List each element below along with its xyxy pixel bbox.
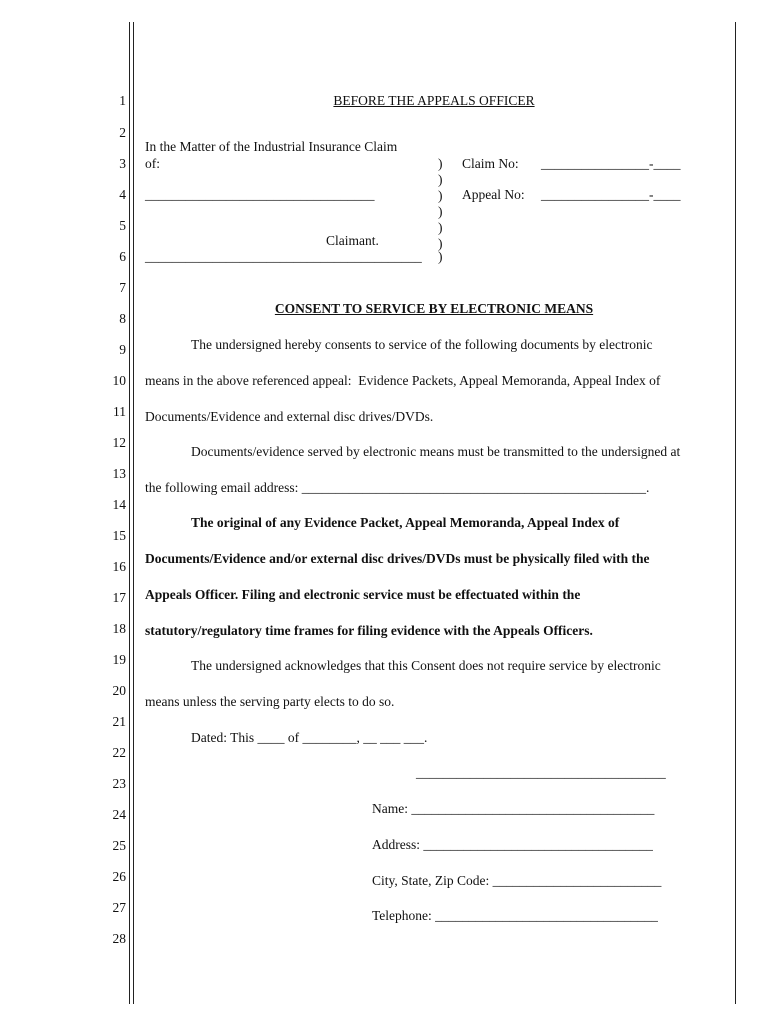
paragraph-3-line-1: The original of any Evidence Packet, Appeal Memoranda, Appeal Index of [191, 515, 620, 530]
caption-bottom-line: _________________________________________ [145, 249, 422, 264]
line-number: 21 [112, 714, 126, 729]
line-number: 3 [119, 156, 126, 171]
line-number: 16 [112, 559, 126, 574]
caption-paren: ) [438, 236, 443, 251]
line-number: 6 [119, 249, 126, 264]
claim-no-label: Claim No: [462, 156, 519, 171]
claim-no-field: ________________-____ [541, 156, 681, 171]
line-number: 7 [119, 280, 126, 295]
line-number: 13 [112, 466, 126, 481]
line-number: 28 [112, 931, 126, 946]
line-number: 5 [119, 218, 126, 233]
email-address-line: the following email address: ___________________________________________________. [145, 480, 650, 495]
signer-name-field: Name: ____________________________________ [372, 801, 655, 816]
line-number: 11 [113, 404, 126, 419]
line-number: 24 [112, 807, 126, 822]
caption-paren: ) [438, 249, 443, 264]
document-title: BEFORE THE APPEALS OFFICER [333, 93, 535, 108]
line-number: 20 [112, 683, 126, 698]
line-number: 23 [112, 776, 126, 791]
line-number: 17 [112, 590, 126, 605]
line-number: 10 [112, 373, 126, 388]
line-number: 12 [112, 435, 126, 450]
line-number: 8 [119, 311, 126, 326]
line-number: 27 [112, 900, 126, 915]
paragraph-2-line-1: Documents/evidence served by electronic means must be transmitted to the undersigned at [191, 444, 681, 459]
appeal-no-label: Appeal No: [462, 187, 525, 202]
caption-paren: ) [438, 156, 443, 171]
line-number: 14 [112, 497, 126, 512]
line-number: 15 [112, 528, 126, 543]
signer-city-state-zip-field: City, State, Zip Code: _________________________ [372, 873, 662, 888]
signer-address-field: Address: __________________________________ [372, 837, 653, 852]
caption-paren: ) [438, 220, 443, 235]
matter-line-2: of: [145, 156, 160, 171]
signer-telephone-field: Telephone: _________________________________ [372, 908, 658, 923]
line-number: 4 [119, 187, 126, 202]
line-number: 25 [112, 838, 126, 853]
paragraph-1-line-1: The undersigned hereby consents to service of the following documents by electronic [191, 337, 653, 352]
line-number: 22 [112, 745, 126, 760]
line-number: 2 [119, 125, 126, 140]
claimant-name-blank: __________________________________ [145, 187, 375, 202]
claimant-label: Claimant. [326, 233, 379, 248]
paragraph-4-line-2: means unless the serving party elects to do so. [145, 694, 395, 709]
consent-heading: CONSENT TO SERVICE BY ELECTRONIC MEANS [274, 301, 594, 316]
appeal-no-field: ________________-____ [541, 187, 681, 202]
paragraph-3-line-4: statutory/regulatory time frames for filing evidence with the Appeals Officers. [145, 623, 593, 638]
left-margin-rule-outer [129, 22, 130, 1004]
line-number: 26 [112, 869, 126, 884]
caption-paren: ) [438, 204, 443, 219]
dated-line: Dated: This ____ of ________, __ ___ ___. [191, 730, 428, 745]
right-margin-rule [735, 22, 736, 1004]
paragraph-1-line-2: means in the above referenced appeal: Evidence Packets, Appeal Memoranda, Appeal Index of [145, 373, 661, 388]
line-number: 1 [119, 93, 126, 108]
caption-paren: ) [438, 188, 443, 203]
paragraph-3-line-3: Appeals Officer. Filing and electronic service must be effectuated within the [145, 587, 581, 602]
paragraph-3-line-2: Documents/Evidence and/or external disc drives/DVDs must be physically filed with the [145, 551, 650, 566]
line-number: 9 [119, 342, 126, 357]
paragraph-4-line-1: The undersigned acknowledges that this Consent does not require service by electronic [191, 658, 661, 673]
caption-paren: ) [438, 172, 443, 187]
matter-line-1: In the Matter of the Industrial Insurance Claim [145, 139, 398, 154]
left-margin-rule-inner [133, 22, 134, 1004]
line-number: 19 [112, 652, 126, 667]
signature-line: _____________________________________ [416, 765, 666, 780]
line-number: 18 [112, 621, 126, 636]
paragraph-1-line-3: Documents/Evidence and external disc drives/DVDs. [145, 409, 434, 424]
